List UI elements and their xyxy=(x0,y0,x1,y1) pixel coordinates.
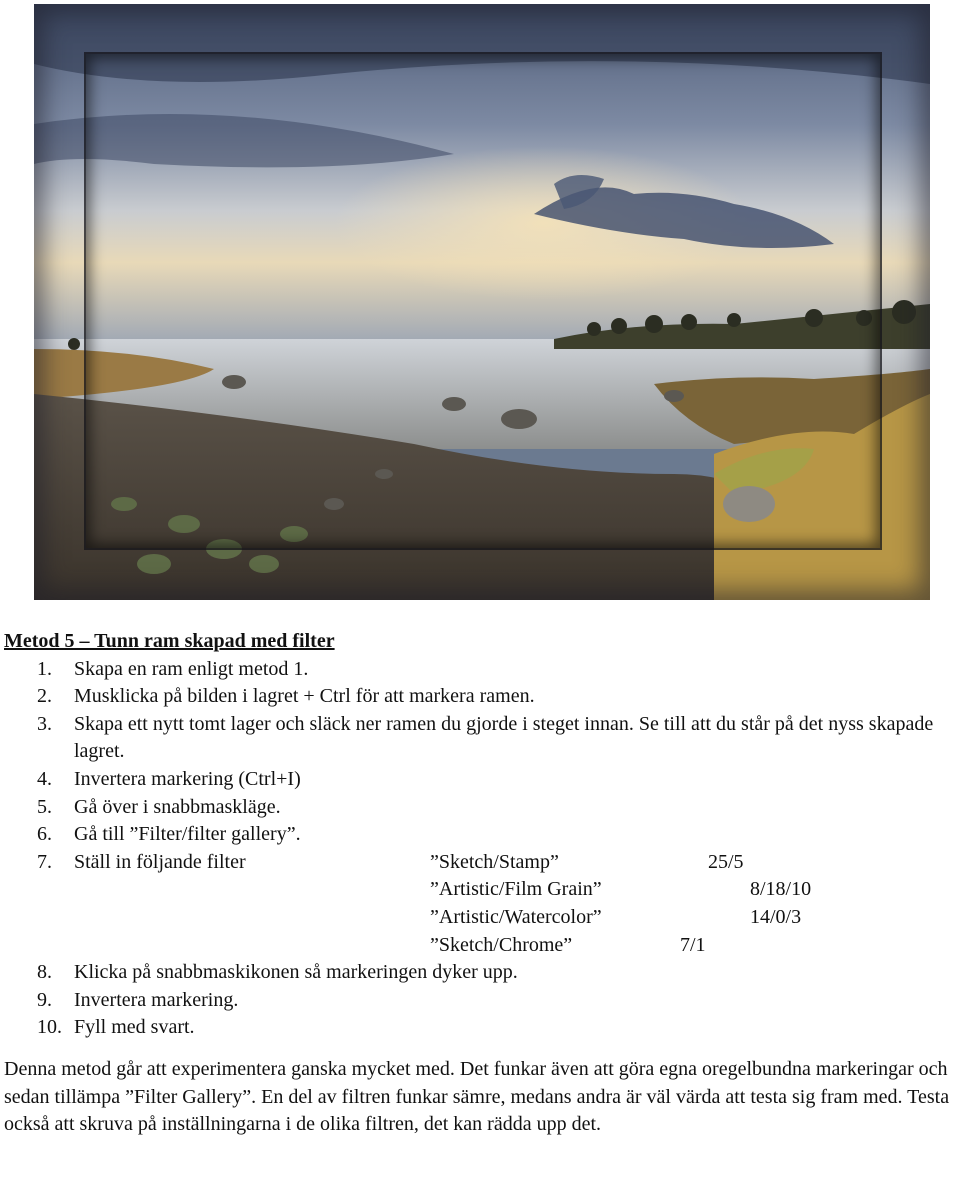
filter-name: ”Sketch/Stamp” xyxy=(430,850,559,873)
landscape-illustration xyxy=(34,4,930,600)
step-number: 1. xyxy=(37,657,52,680)
filter-row xyxy=(74,932,956,960)
step-number: 7. xyxy=(37,850,52,873)
list-item xyxy=(4,656,956,684)
step-number: 2. xyxy=(37,685,52,708)
step-number: 10. xyxy=(37,1016,62,1039)
step-text: Musklicka på bilden i lagret + Ctrl för att markera ramen. xyxy=(74,685,535,708)
filter-value: 7/1 xyxy=(680,933,706,956)
list-item xyxy=(4,987,956,1015)
step-text: Skapa ett nytt tomt lager och släck ner ramen du gjorde i steget innan. Se till att du står på det nyss skapade lagret. xyxy=(74,712,934,763)
list-item xyxy=(4,711,956,766)
step-number: 5. xyxy=(37,795,52,818)
filter-value: 8/18/10 xyxy=(750,878,812,901)
filter-row xyxy=(37,849,956,877)
step-text: Skapa en ram enligt metod 1. xyxy=(74,657,309,680)
step-text: Gå till ”Filter/filter gallery”. xyxy=(74,823,301,846)
list-item xyxy=(4,766,956,794)
landscape-photo xyxy=(34,4,930,600)
list-item xyxy=(4,959,956,987)
list-item xyxy=(4,683,956,711)
filter-name: ”Sketch/Chrome” xyxy=(430,933,573,956)
filter-row xyxy=(74,876,956,904)
filter-value: 25/5 xyxy=(708,850,744,873)
filter-row xyxy=(74,904,956,932)
step-text: Gå över i snabbmaskläge. xyxy=(74,795,281,818)
closing-paragraph: Denna metod går att experimentera ganska mycket med. Det funkar även att göra egna oregelbundna markeringar och sedan tillämpa ”Filter Gallery”. En del av filtren funkar sämre, medans andra är väl värda att testa sig fram med. Testa också att skruva på inställningarna i de olika filtren, det kan rädda upp det. xyxy=(4,1057,950,1136)
step-text: Klicka på snabbmaskikonen så markeringen dyker upp. xyxy=(74,961,518,984)
document-text xyxy=(4,628,956,1159)
step-text: Fyll med svart. xyxy=(74,1016,195,1039)
step-number: 8. xyxy=(37,961,52,984)
filter-name: ”Artistic/Watercolor” xyxy=(430,905,602,928)
step-text: Invertera markering (Ctrl+I) xyxy=(74,767,301,790)
list-item xyxy=(4,849,956,959)
list-item xyxy=(4,821,956,849)
step-number: 9. xyxy=(37,988,52,1011)
list-item xyxy=(4,794,956,822)
filter-name: ”Artistic/Film Grain” xyxy=(430,878,602,901)
filter-value: 14/0/3 xyxy=(750,905,802,928)
list-item xyxy=(4,1014,956,1042)
step-number: 4. xyxy=(37,767,52,790)
step-text: Ställ in följande filter xyxy=(74,850,246,873)
step-number: 3. xyxy=(37,712,52,735)
step-number: 6. xyxy=(37,823,52,846)
step-text: Invertera markering. xyxy=(74,988,239,1011)
section-heading: Metod 5 – Tunn ram skapad med filter xyxy=(4,630,335,652)
steps-list xyxy=(4,656,956,1042)
